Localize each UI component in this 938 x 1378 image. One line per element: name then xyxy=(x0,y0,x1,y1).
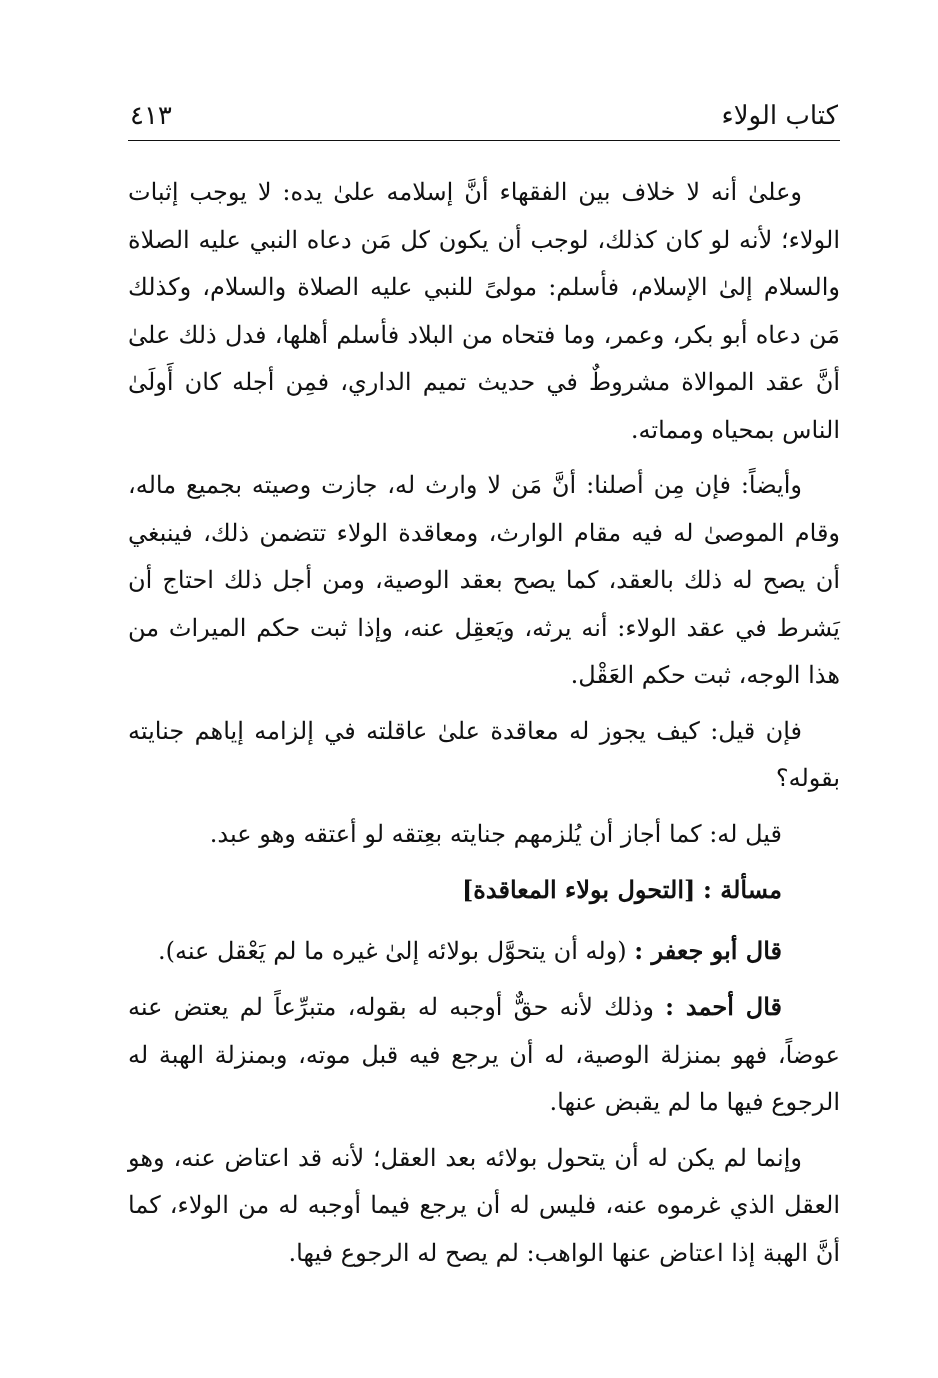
page-number: ٤١٣ xyxy=(130,101,172,131)
paragraph-ahmad xyxy=(128,983,840,1127)
issue-heading xyxy=(128,866,840,915)
chapter-title: كتاب الولاء xyxy=(721,101,838,131)
header-rule xyxy=(128,140,840,141)
speaker-abu-jafar: قال أبو جعفر : xyxy=(634,935,782,965)
paragraph-abu-jafar xyxy=(128,927,840,976)
body-text xyxy=(128,169,840,1277)
issue-label: مسألة : xyxy=(703,875,782,904)
issue-title: [التحول بولاء المعاقدة] xyxy=(461,875,696,904)
quote-abu-jafar: (وله أن يتحوَّل بولائه إلىٰ غيره ما لم يَعْقل عنه). xyxy=(157,936,627,965)
commentary-ahmad: وذلك لأنه حقٌّ أوجبه له بقوله، متبرِّعاً لم يعتض عنه عوضاً، فهو بمنزلة الوصية، له أن يرجع فيه قبل موته، وبمنزلة الهبة له الرجوع فيها ما لم يقبض عنها. xyxy=(128,993,840,1116)
paragraph-2: وأيضاً: فإن مِن أصلنا: أنَّ مَن لا وارث له، جازت وصيته بجميع ماله، وقام الموصىٰ له فيه مقام الوارث، ومعاقدة الولاء تتضمن ذلك، فينبغي أن يصح له ذلك بالعقد، كما يصح بعقد الوصية، ومن أجل ذلك احتاج أن يَشرط في عقد الولاء: أنه يرثه، ويَعقِل عنه، وإذا ثبت حكم الميراث من هذا الوجه، ثبت حكم العَقْل. xyxy=(128,471,840,689)
paragraph-8: وإنما لم يكن له أن يتحول بولائه بعد العقل؛ لأنه قد اعتاض عنه، وهو العقل الذي غرموه عنه، فليس له أن يرجع فيما أوجبه له من الولاء، كما أنَّ الهبة إذا اعتاض عنها الواهب: لم يصح له الرجوع فيها. xyxy=(128,1143,840,1267)
paragraph-4: قيل له: كما أجاز أن يُلزمهم جنايته بعِتقه لو أعتقه وهو عبد. xyxy=(209,819,782,848)
book-page xyxy=(128,90,840,1285)
running-head xyxy=(128,90,840,140)
speaker-ahmad: قال أحمد : xyxy=(665,992,782,1021)
paragraph-3: فإن قيل: كيف يجوز له معاقدة علىٰ عاقلته في إلزامه إياهم جنايته بقوله؟ xyxy=(128,716,840,792)
paragraph-1: وعلىٰ أنه لا خلاف بين الفقهاء أنَّ إسلامه علىٰ يده: لا يوجب إثبات الولاء؛ لأنه لو كان كذلك، لوجب أن يكون كل مَن دعاه النبي عليه الصلاة والسلام إلىٰ الإسلام، فأسلم: مولىً للنبي عليه الصلاة والسلام، وكذلك مَن دعاه أبو بكر، وعمر، وما فتحاه من البلاد فأسلم أهلها، فدل ذلك علىٰ أنَّ عقد الموالاة مشروطٌ في حديث تميم الداري، فمِن أجله كان أَولَىٰ الناس بمحياه ومماته. xyxy=(128,178,840,444)
